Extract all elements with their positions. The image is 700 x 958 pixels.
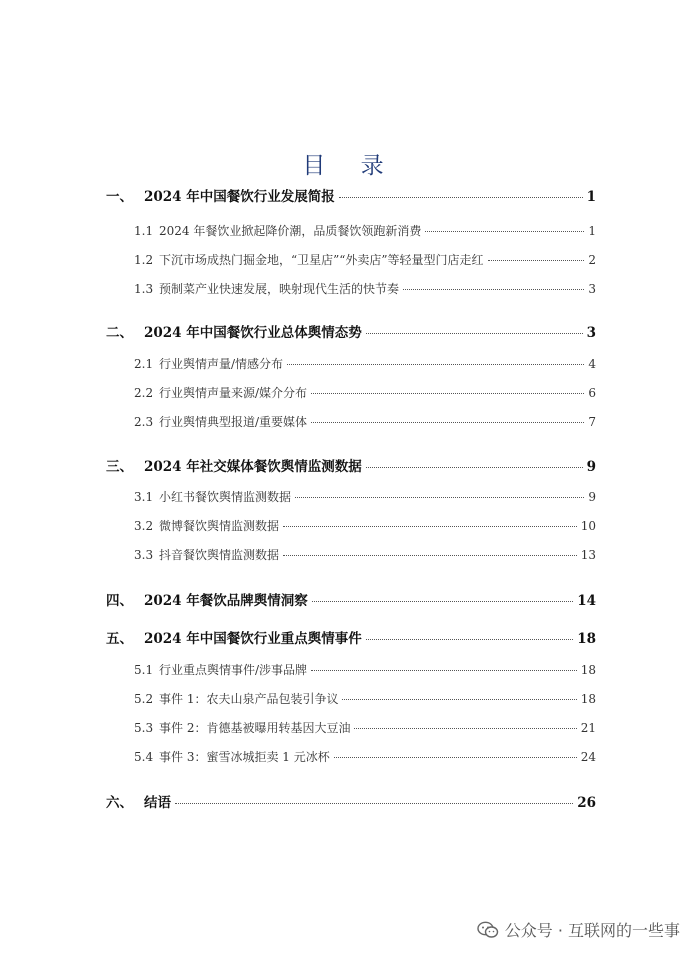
toc-entry-number: 5.3	[134, 721, 154, 735]
dot-leader	[366, 639, 573, 640]
dot-leader	[311, 670, 577, 671]
dot-leader	[354, 728, 576, 729]
toc-entry[interactable]	[134, 488, 596, 505]
toc-entry-page: 7	[588, 415, 596, 429]
toc-entry-page: 3	[586, 325, 596, 341]
toc-entry[interactable]	[106, 185, 596, 205]
toc-entry[interactable]	[106, 321, 596, 341]
toc-entry-page: 4	[588, 357, 596, 371]
toc-entry[interactable]	[134, 384, 596, 401]
toc-entry-page: 9	[588, 490, 596, 504]
toc-entry[interactable]	[134, 546, 596, 563]
toc-entry-number: 5.4	[134, 750, 154, 764]
toc-entry-text: 2024 年餐饮业掀起降价潮，品质餐饮领跑新消费	[159, 224, 422, 238]
dot-leader	[334, 757, 577, 758]
toc-entry-number: 2.1	[134, 357, 154, 371]
toc-entry-number: 3.1	[134, 490, 154, 504]
toc-entry-text: 行业舆情声量来源/媒介分布	[159, 386, 308, 400]
toc-entry-page: 10	[580, 519, 596, 533]
toc-entry-page: 21	[580, 721, 596, 735]
toc-entry-number: 3.3	[134, 548, 154, 562]
toc-entry[interactable]	[134, 280, 596, 297]
dot-leader	[175, 803, 573, 804]
toc-entry-number: 一、	[106, 189, 133, 205]
toc-entry-number: 四、	[106, 593, 133, 609]
toc-entry-text: 下沉市场成热门掘金地，“卫星店”“外卖店”等轻量型门店走红	[159, 253, 484, 267]
dot-leader	[366, 333, 583, 334]
dot-leader	[311, 393, 584, 394]
toc-entry-number: 1.3	[134, 282, 154, 296]
toc-entry[interactable]	[134, 355, 596, 372]
toc-entry[interactable]	[106, 455, 596, 475]
toc-entry-text: 结语	[144, 795, 171, 811]
toc-entry-number: 2.2	[134, 386, 154, 400]
toc-entry-page: 18	[580, 663, 596, 677]
toc-entry-number: 五、	[106, 631, 133, 647]
toc-entry-text: 2024 年中国餐饮行业发展简报	[144, 189, 335, 205]
toc-entry-page: 1	[588, 224, 596, 238]
toc-entry[interactable]	[134, 661, 596, 678]
dot-leader	[283, 526, 577, 527]
dot-leader	[342, 699, 576, 700]
toc-entry-page: 3	[588, 282, 596, 296]
toc-entry-page: 13	[580, 548, 596, 562]
toc-entry-text: 小红书餐饮舆情监测数据	[159, 490, 292, 504]
dot-leader	[312, 601, 573, 602]
dot-leader	[339, 197, 583, 198]
toc-entry-number: 1.2	[134, 253, 154, 267]
toc-entry-page: 24	[580, 750, 596, 764]
toc-entry[interactable]	[134, 748, 596, 765]
toc-entry[interactable]	[134, 719, 596, 736]
watermark	[477, 918, 680, 941]
toc-entry-page: 26	[577, 795, 596, 811]
dot-leader	[366, 467, 583, 468]
toc-entry-page: 1	[586, 189, 596, 205]
dot-leader	[403, 289, 584, 290]
toc-entry-text: 2024 年中国餐饮行业总体舆情态势	[144, 325, 362, 341]
toc-entry[interactable]	[106, 791, 596, 811]
dot-leader	[311, 422, 584, 423]
toc-entry-text: 2024 年中国餐饮行业重点舆情事件	[144, 631, 362, 647]
toc-entry[interactable]	[134, 222, 596, 239]
toc-entry-text: 预制菜产业快速发展，映射现代生活的快节奏	[159, 282, 400, 296]
toc-entry-text: 行业重点舆情事件/涉事品牌	[159, 663, 308, 677]
dot-leader	[425, 231, 584, 232]
toc-entry-page: 6	[588, 386, 596, 400]
toc-entry-number: 三、	[106, 459, 133, 475]
toc-entry-number: 2.3	[134, 415, 154, 429]
toc-entry-page: 14	[577, 593, 596, 609]
dot-leader	[283, 555, 577, 556]
toc-entry[interactable]	[134, 690, 596, 707]
toc-entry[interactable]	[134, 517, 596, 534]
toc-entry-page: 9	[586, 459, 596, 475]
dot-leader	[488, 260, 585, 261]
toc-entry[interactable]	[134, 251, 596, 268]
toc-entry-page: 2	[588, 253, 596, 267]
toc-entry-number: 5.2	[134, 692, 154, 706]
watermark-text: 公众号 · 互联网的一些事	[504, 921, 680, 940]
toc-entry[interactable]	[134, 413, 596, 430]
toc-entry-text: 抖音餐饮舆情监测数据	[159, 548, 280, 562]
toc-entry-page: 18	[580, 692, 596, 706]
toc-entry[interactable]	[106, 589, 596, 609]
toc-entry-text: 事件 1：农夫山泉产品包装引争议	[159, 692, 339, 706]
toc-title: 目 录	[302, 153, 398, 180]
toc-entry-number: 六、	[106, 795, 133, 811]
toc-entry-text: 事件 3：蜜雪冰城拒卖 1 元冰杯	[159, 750, 330, 764]
toc-entry[interactable]	[106, 627, 596, 647]
toc-entry-number: 5.1	[134, 663, 154, 677]
toc-entry-text: 微博餐饮舆情监测数据	[159, 519, 280, 533]
toc-entry-page: 18	[577, 631, 596, 647]
toc-entry-text: 2024 年社交媒体餐饮舆情监测数据	[144, 459, 362, 475]
toc-entry-number: 3.2	[134, 519, 154, 533]
wechat-icon	[477, 921, 499, 939]
dot-leader	[287, 364, 584, 365]
toc-entry-number: 二、	[106, 325, 133, 341]
toc-entry-text: 事件 2：肯德基被曝用转基因大豆油	[159, 721, 351, 735]
toc-entry-text: 2024 年餐饮品牌舆情洞察	[144, 593, 308, 609]
toc-entry-text: 行业舆情声量/情感分布	[159, 357, 284, 371]
toc-entry-text: 行业舆情典型报道/重要媒体	[159, 415, 308, 429]
toc-entry-number: 1.1	[134, 224, 154, 238]
dot-leader	[295, 497, 584, 498]
